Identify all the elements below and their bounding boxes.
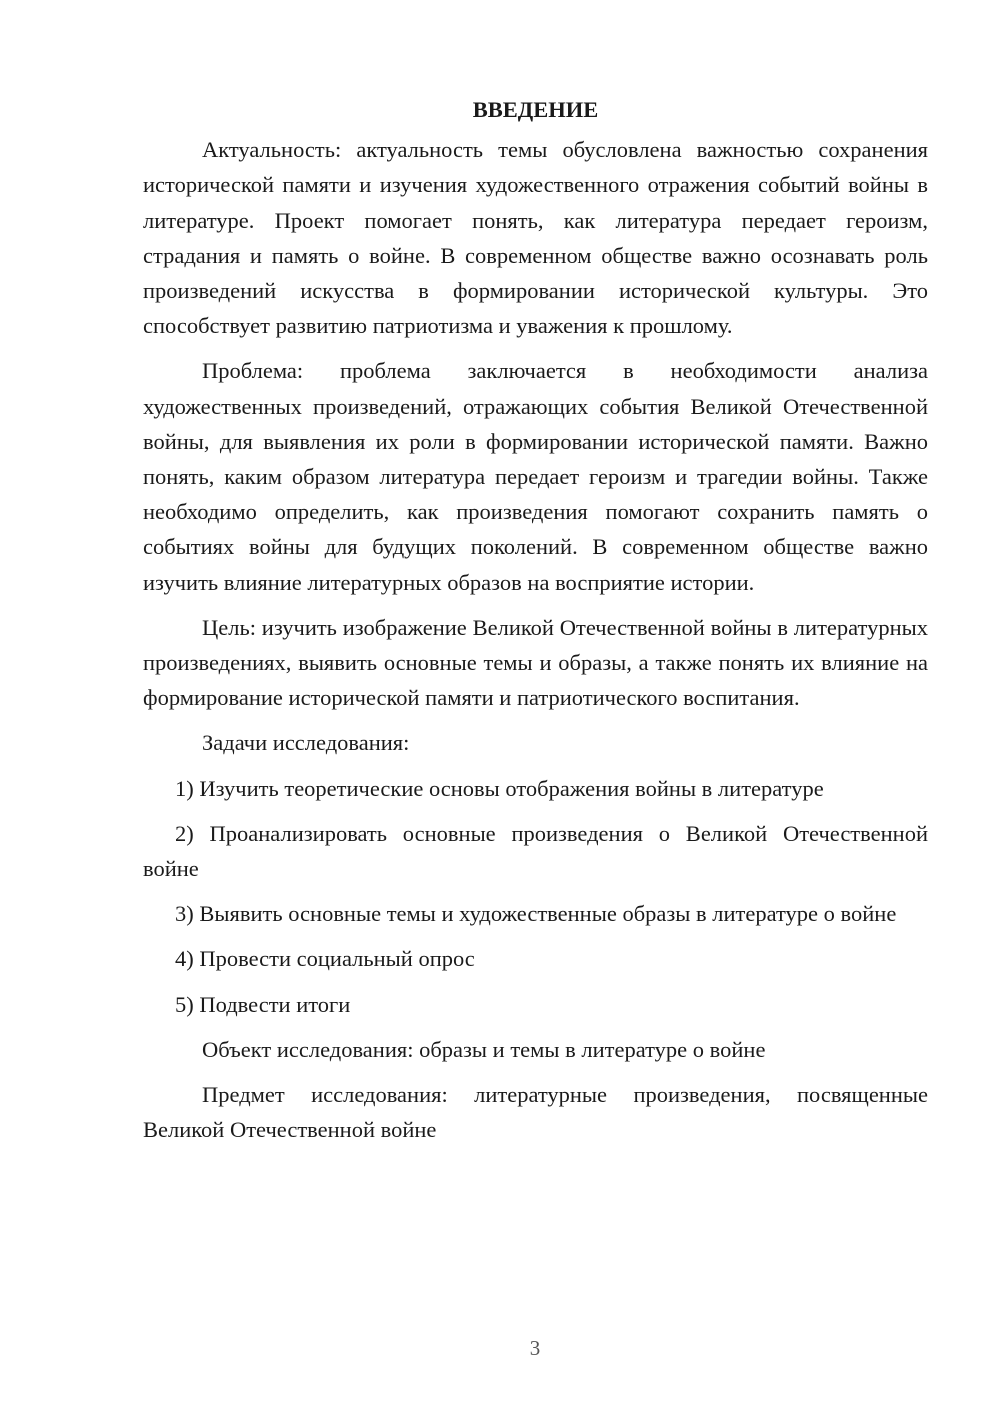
page-number: 3 — [529, 1336, 541, 1360]
section-heading: ВВЕДЕНИЕ — [472, 97, 599, 122]
goal-paragraph: Цель: изучить изображение Великой Отечественной войны в литературных произведениях, выявить основные темы и образы, а также понять их влияние на формирование исторической памяти и патриотического воспитания. — [143, 614, 928, 711]
task-item-3: 3) Выявить основные темы и художественные образы в литературе о войне — [175, 901, 897, 927]
relevance-paragraph: Актуальность: актуальность темы обусловлена важностью сохранения исторической памяти и изучения художественного отражения событий войны в литературе. Проект помогает понять, как литература передает героизм, страдания и память о войне. В современном обществе важно осознавать роль произведений искусства в формировании исторической культуры. Это способствует развитию патриотизма и уважения к прошлому. — [143, 137, 928, 339]
subject-paragraph: Предмет исследования: литературные произведения, посвященные Великой Отечественной войне — [143, 1082, 928, 1143]
tasks-title: Задачи исследования: — [202, 730, 410, 756]
task-item-2: 2) Проанализировать основные произведения о Великой Отечественной войне — [143, 820, 928, 882]
task-item-5: 5) Подвести итоги — [175, 991, 351, 1017]
problem-paragraph: Проблема: проблема заключается в необходимости анализа художественных произведений, отражающих события Великой Отечественной войны, для выявления их роли в формировании исторической памяти. Важно понять, каким образом литература передает героизм и трагедии войны. Также необходимо определить, как произведения помогают сохранить память о событиях войны для будущих поколений. В современном обществе важно изучить влияние литературных образов на восприятие истории. — [143, 358, 928, 595]
task-item-1: 1) Изучить теоретические основы отображения войны в литературе — [175, 775, 824, 801]
task-item-4: 4) Провести социальный опрос — [175, 946, 475, 972]
object-paragraph: Объект исследования: образы и темы в литературе о войне — [202, 1036, 766, 1062]
page-content — [143, 92, 928, 1147]
